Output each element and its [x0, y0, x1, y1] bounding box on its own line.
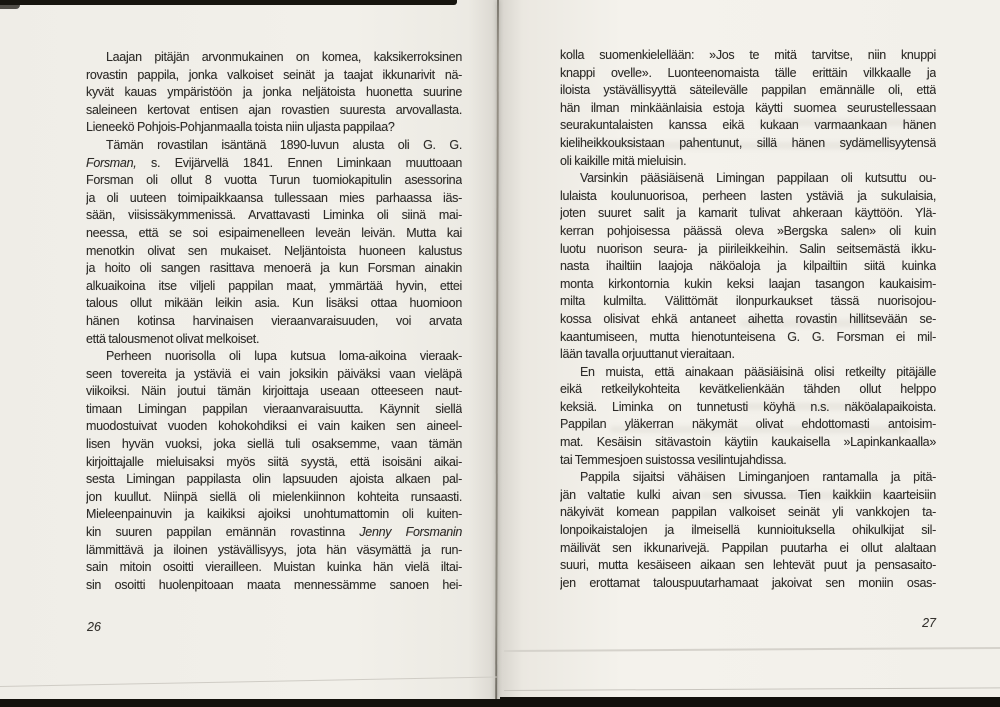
text-segment: kossa olisivat ehkä antaneet aihetta rovastin hillitsevään se-	[560, 311, 936, 326]
text-line	[560, 416, 936, 434]
text-line	[86, 49, 462, 67]
right-page-text	[560, 47, 936, 592]
text-segment: kaantumiseen, mutta hienotunteisena G. G. Forsman ei mil-	[560, 329, 936, 344]
text-segment: kerran pohjoisessa päässä oleva »Bergska salen» oli kuin	[560, 223, 936, 238]
text-line	[86, 207, 462, 225]
text-line	[560, 188, 936, 206]
text-line	[86, 155, 462, 173]
text-line	[560, 276, 936, 294]
text-segment: timaan Limingan pappilan vieraanvaraisuutta. Käynnit siellä	[86, 401, 462, 416]
text-line	[86, 348, 462, 366]
text-line	[86, 119, 462, 137]
text-segment: oli kaikille mitä mieluisin.	[560, 153, 687, 168]
text-line	[560, 117, 936, 135]
paragraph	[86, 137, 462, 348]
text-line	[86, 506, 462, 524]
text-segment: suuri, mutta kesäiseen aikaan sen lehtevät puut ja pensasaito-	[560, 558, 936, 573]
paragraph	[560, 47, 936, 170]
text-segment: sin osoitti huolenpitoaan maata mennessämme sanoen hei-	[86, 577, 462, 592]
text-line	[560, 82, 936, 100]
text-segment: Lieneekö Pohjois-Pohjanmaalla toista niin uljasta pappilaa?	[86, 120, 395, 135]
text-line	[560, 205, 936, 223]
text-line	[86, 577, 462, 595]
text-segment: lämmittävä ja iloinen ystävällisyys, jota hän väsymättä ja run-	[86, 542, 462, 557]
text-segment: Jenny Forsmanin	[359, 525, 462, 540]
text-segment: kyvät kauas ympäristöön ja jonka neljätoista huonetta suurine	[86, 85, 462, 100]
text-line	[560, 311, 936, 329]
text-line	[560, 575, 936, 593]
text-segment: jon kuullut. Niinpä siellä oli mielenkiinnon kohteita runsaasti.	[86, 489, 462, 504]
text-line	[86, 190, 462, 208]
paragraph	[86, 49, 462, 137]
page-number-right: 27	[922, 616, 936, 630]
text-segment: Tämän rovastilan isäntänä 1890-luvun alusta oli G. G.	[106, 137, 462, 152]
text-line	[560, 452, 936, 470]
text-line	[560, 258, 936, 276]
text-segment: Mieleenpainuvin ja kaikiksi ajoiksi unohtumattomin oli kuiten-	[86, 507, 462, 522]
text-line	[560, 557, 936, 575]
text-segment: knappi ovelle». Luonteenomaista tälle erittäin vilkkaalle ja	[560, 65, 936, 80]
text-segment: kirjoittajalle mieluisaksi myös siitä syystä, että isoisäni aikai-	[86, 454, 462, 469]
text-segment: talous ollut mikään leikin asia. Kun lisäksi ottaa huomioon	[86, 296, 462, 311]
text-line	[560, 540, 936, 558]
text-line	[560, 135, 936, 153]
text-line	[86, 295, 462, 313]
text-line	[86, 278, 462, 296]
text-segment: sesta Limingan pappilasta olin lapsuuden ajoista alkaen pal-	[86, 472, 462, 487]
text-segment: eikä retkeilykohteita kevätkelienkään tähden ollut helppo	[560, 382, 936, 397]
text-segment: joten suuret salit ja kamarit tulivat ahkeraan käyttöön. Ylä-	[560, 206, 936, 221]
text-segment: lisen hyvän vuoksi, joka siellä tuli osaksemme, vaan tämän	[86, 437, 462, 452]
text-line	[86, 542, 462, 560]
text-line	[560, 153, 936, 171]
text-line	[86, 559, 462, 577]
text-segment: Pappilan yläkerran näkymät olivat ehdottomasti antoisim-	[560, 417, 936, 432]
text-segment: jän valtatie kulki aivan sen sivussa. Tien kaikkiin kaarteisiin	[560, 487, 936, 502]
text-line	[86, 471, 462, 489]
text-segment: näkyivät komean pappilan valkoiset seinät yli vankkojen ta-	[560, 505, 936, 520]
text-segment: menotkin olivat sen mukaiset. Neljäntoista huoneen kalustus	[86, 243, 462, 258]
text-line	[86, 454, 462, 472]
text-line	[560, 434, 936, 452]
text-line	[86, 366, 462, 384]
text-line	[560, 504, 936, 522]
text-line	[86, 436, 462, 454]
text-segment: hän ilman minkäänlaisia estoja käytti suomea seurustellessaan	[560, 100, 936, 115]
text-segment: ja hoito oli sangen rasittava menoerä ja kun Forsman ainakin	[86, 261, 462, 276]
text-line	[86, 313, 462, 331]
text-segment: jen erottamat talouspuutarhamaat jakoivat sen moniin osas-	[560, 575, 936, 590]
text-line	[560, 487, 936, 505]
paragraph	[560, 364, 936, 470]
text-segment: Pappila sijaitsi vähäisen Liminganjoen rantamalla ja pitä-	[580, 470, 936, 485]
text-segment: milta kulmilta. Välittömät ilonpurkaukset tässä nuorisojou-	[560, 294, 936, 309]
paragraph	[560, 170, 936, 364]
text-segment: kieliheikkouksistaan pahentunut, sillä hänen sydämellisyytensä	[560, 135, 936, 150]
text-line	[86, 225, 462, 243]
left-page	[0, 0, 498, 707]
text-line	[560, 522, 936, 540]
text-segment: lonpoikaistalojen ja ilmeisellä kunnioituksella ohikulkijat sil-	[560, 523, 936, 538]
scan-border-top	[0, 0, 457, 5]
scan-border-bottom-right	[500, 697, 1000, 707]
text-segment: Forsman,	[86, 155, 137, 170]
text-segment: kin suuren pappilan emännän rovastinna	[86, 525, 360, 540]
text-line	[560, 170, 936, 188]
paragraph	[560, 469, 936, 592]
text-segment: että talousmenot olivat melkoiset.	[86, 331, 260, 346]
text-segment: nasta ihailtiin laajoja näköaloja ja kilpailtiin siitä kuinka	[560, 259, 936, 274]
text-line	[560, 65, 936, 83]
text-segment: seen tovereita ja ystäviä ei vain joksikin päiväksi vaan vieläpä	[86, 366, 462, 381]
text-line	[86, 331, 462, 349]
text-segment: Varsinkin pääsiäisenä Limingan pappilaan oli kutsuttu ou-	[580, 171, 936, 186]
text-line	[86, 172, 462, 190]
paragraph	[86, 348, 462, 594]
text-segment: sään, viisissäkymmenissä. Arvattavasti Liminka oli siinä mai-	[86, 208, 462, 223]
text-line	[86, 524, 462, 542]
page-number-left: 26	[87, 620, 101, 634]
text-line	[86, 102, 462, 120]
text-segment: mat. Kesäisin sitävastoin käytiin kaukaisella »Lapinkankaalla»	[560, 435, 936, 450]
text-line	[86, 383, 462, 401]
text-segment: monta kirkontornia kukin keksi laajan tasangon kaukaisim-	[560, 276, 936, 291]
text-line	[86, 489, 462, 507]
text-line	[560, 100, 936, 118]
text-segment: alkuaikoina itse viljeli pappilan maat, ymmärtää hyvin, ettei	[86, 278, 462, 293]
text-line	[86, 243, 462, 261]
text-segment: mäilivät sen ikkunarivejä. Pappilan puutarha ei ollut alaltaan	[560, 540, 936, 555]
text-line	[560, 399, 936, 417]
text-segment: muodostuivat vuoden kohokohdiksi ei vain kaiken sen aineel-	[86, 419, 462, 434]
text-line	[86, 260, 462, 278]
text-segment: keksiä. Liminka on tunnetusti köyhä n.s. näköalapaikoista.	[560, 399, 936, 414]
text-line	[560, 47, 936, 65]
text-segment: Forsman oli ollut 8 vuotta Turun tuomiokapitulin asessorina	[86, 173, 462, 188]
text-segment: hänen kotinsa harvinaisen vieraanvaraisuuden, voi arvata	[86, 313, 462, 328]
text-segment: seurakuntalaisten kanssa eikä kukaan varmaankaan hänen	[560, 118, 936, 133]
text-segment: sain mitoin osoitti vierailleen. Muistan kuinka hän vielä iltai-	[86, 560, 462, 575]
text-segment: ja oli uuteen toimipaikkaansa tullessaan mies parhaassa iäs-	[86, 190, 462, 205]
text-line	[86, 401, 462, 419]
text-segment: kolla suomenkielellään: »Jos te mitä tarvitse, niin knuppi	[560, 48, 936, 62]
text-line	[560, 223, 936, 241]
text-line	[86, 84, 462, 102]
text-segment: lulaista koulunuorisoa, perheen lasten ystäviä ja sukulaisia,	[560, 188, 936, 203]
text-segment: s. Evijärvellä 1841. Ennen Liminkaan muuttoaan	[136, 155, 462, 170]
text-line	[86, 418, 462, 436]
text-segment: Laajan pitäjän arvonmukainen on komea, kaksikerroksinen	[106, 50, 462, 64]
text-line	[560, 346, 936, 364]
text-segment: lään tavalla orjuuttanut vieraitaan.	[560, 347, 735, 362]
text-segment: iloista ystävällisyyttä säteilevälle pappilan emännälle oli, että	[560, 83, 936, 98]
text-line	[86, 137, 462, 155]
right-page	[498, 0, 1000, 707]
text-line	[560, 329, 936, 347]
text-line	[560, 381, 936, 399]
text-line	[560, 469, 936, 487]
text-segment: luotu nuorison seura- ja piirileikkeihin. Salin seitsemästä ikku-	[560, 241, 936, 256]
text-segment: En muista, että ainakaan pääsiäisinä olisi retkeilty pitäjälle	[580, 364, 936, 379]
text-segment: rovastin pappila, jonka valkoiset seinät ja taajat ikkunarivit nä-	[86, 67, 462, 82]
text-segment: viikoiksi. Näin joutui tämän kirjoittaja useaan otteeseen naut-	[86, 384, 462, 399]
text-segment: tai Temmesjoen suistossa vesilintujahdissa.	[560, 452, 787, 467]
text-line	[560, 364, 936, 382]
text-line	[86, 67, 462, 85]
text-line	[560, 241, 936, 259]
text-segment: neessa, että se soi esipaimenelleen leveän leivän. Mutta kai	[86, 225, 462, 240]
text-segment: saleineen kertovat entisen ajan rovastien suuresta arvovallasta.	[86, 102, 462, 117]
text-segment: Perheen nuorisolla oli lupa kutsua loma-aikoina vieraak-	[106, 349, 462, 364]
left-page-text	[86, 49, 462, 594]
text-line	[560, 293, 936, 311]
